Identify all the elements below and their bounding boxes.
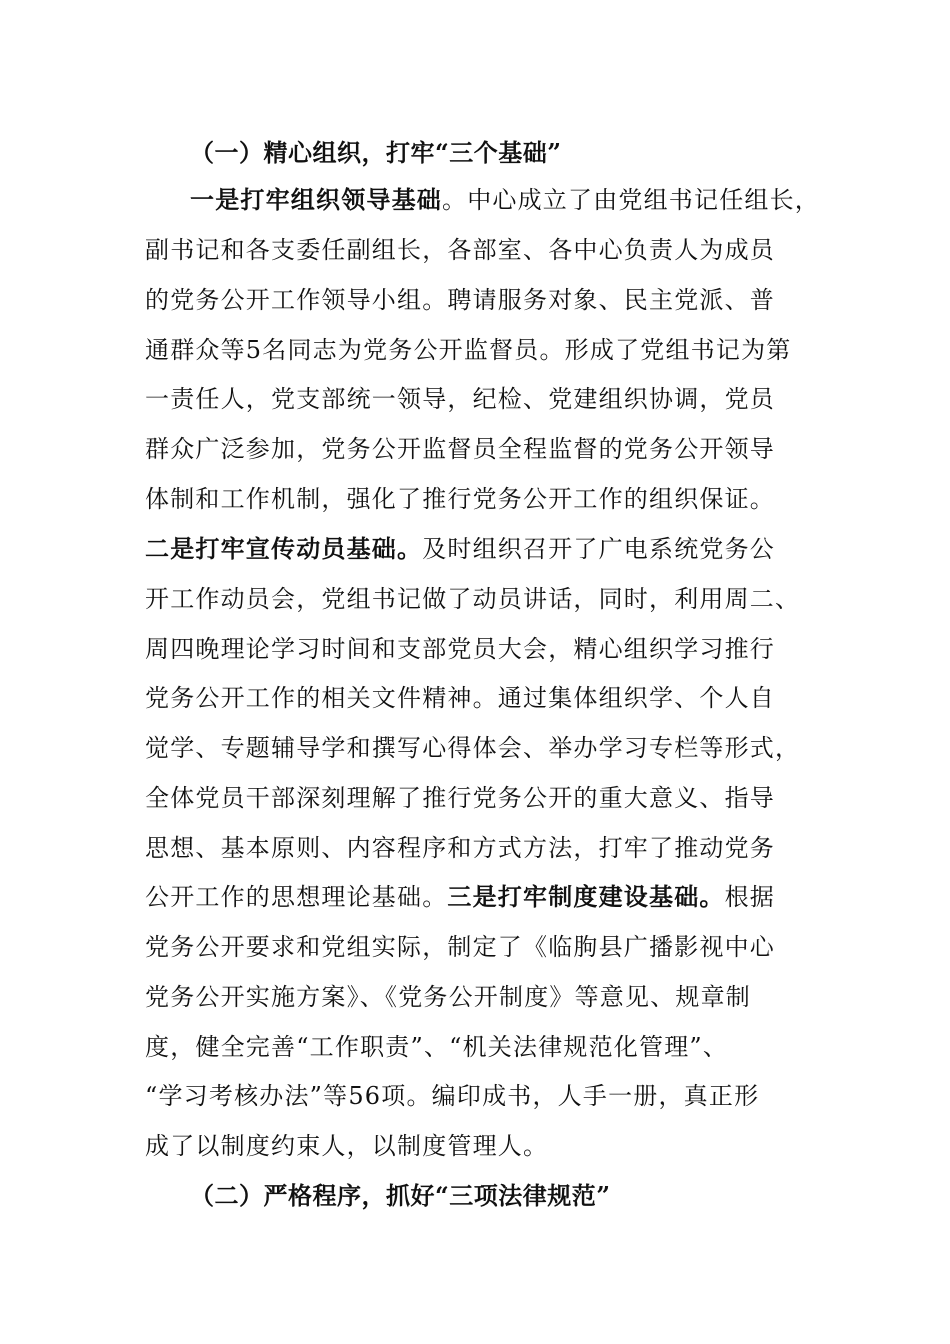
bold-lead-1: 一是打牢组织领导基础 [190,185,442,214]
paragraph-line: 党务公开要求和党组实际，制定了《临朐县广播影视中心 [145,933,775,961]
section-heading-2: （二）严格程序，抓好“三项法律规范” [190,1181,611,1210]
paragraph-line: 通群众等5名同志为党务公开监督员。形成了党组书记为第 [145,336,792,364]
paragraph-line [190,185,820,215]
paragraph-line: 周四晚理论学习时间和支部党员大会，精心组织学习推行 [145,635,775,663]
paragraph-line: “学习考核办法”等56项。编印成书，人手一册，真正形 [145,1082,760,1110]
paragraph-line: 开工作动员会，党组书记做了动员讲话，同时，利用周二、 [145,585,801,613]
paragraph-line: 群众广泛参加，党务公开监督员全程监督的党务公开领导 [145,435,775,463]
section-heading-1: （一）精心组织，打牢“三个基础” [190,138,562,167]
paragraph-line: 成了以制度约束人，以制度管理人。 [145,1132,549,1160]
text-run: 。中心成立了由党组书记任组长， [442,186,820,214]
paragraph-line: 党务公开实施方案》、《党务公开制度》等意见、规章制 [145,983,751,1011]
bold-lead-3: 三是打牢制度建设基础。 [447,882,725,911]
paragraph-line: 度，健全完善“工作职责”、“机关法律规范化管理”、 [145,1033,729,1061]
text-run: 及时组织召开了广电系统党务公 [422,535,776,563]
paragraph-line: 觉学、专题辅导学和撰写心得体会、举办学习专栏等形式， [145,734,801,762]
paragraph-line [145,534,775,564]
paragraph-line [145,882,775,912]
paragraph-line: 一责任人，党支部统一领导，纪检、党建组织协调，党员 [145,385,775,413]
paragraph-line: 副书记和各支委任副组长，各部室、各中心负责人为成员 [145,236,775,264]
text-run: 公开工作的思想理论基础。 [145,883,448,911]
text-run: 根据 [724,883,776,911]
paragraph-line: 的党务公开工作领导小组。聘请服务对象、民主党派、普 [145,286,775,314]
paragraph-line: 体制和工作机制，强化了推行党务公开工作的组织保证。 [145,485,775,513]
paragraph-line: 党务公开工作的相关文件精神。通过集体组织学、个人自 [145,684,775,712]
bold-lead-2: 二是打牢宣传动员基础。 [145,534,423,563]
paragraph-line: 思想、基本原则、内容程序和方式方法，打牢了推动党务 [145,834,775,862]
paragraph-line: 全体党员干部深刻理解了推行党务公开的重大意义、指导 [145,784,775,812]
